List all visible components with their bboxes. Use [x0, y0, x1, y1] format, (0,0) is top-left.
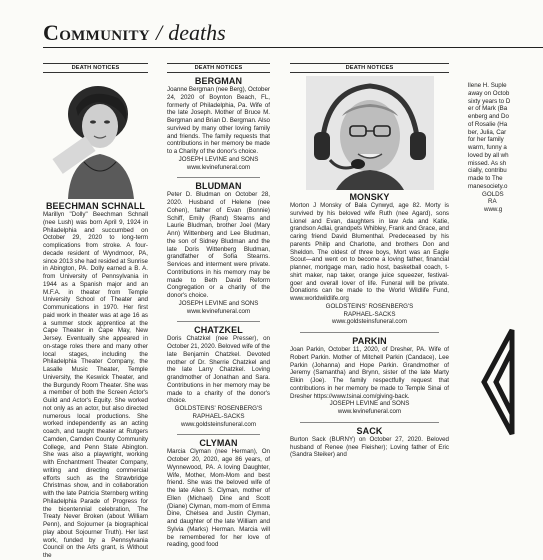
notice-name: CLYMAN [199, 438, 238, 449]
portrait-photo-schnall [48, 76, 144, 199]
notice-name: BERGMAN [194, 76, 243, 86]
funeral-website: www.levinefuneral.com [186, 163, 251, 171]
funeral-home: GOLDS [482, 190, 504, 198]
cutoff-notice-body: llene H. Suple away on Octob sixty years to D er of Mark (Ba enberg and Do of Rosalie (Ha ber, Julia, Car for her family warm, funny a loved by all wh missed. As sh cially, contribu made to The manesociety.o GOLDS RA www.g [468, 82, 528, 214]
notice-name: CHATZKEL [194, 325, 243, 336]
funeral-home: GOLDSTEINS' ROSENBERG'S [325, 302, 414, 310]
funeral-website: www.levinefuneral.com [186, 307, 251, 315]
notice-name: MONSKY [349, 192, 390, 202]
notice-name: PARKIN [352, 336, 387, 346]
column-heading: DEATH NOTICES [290, 63, 449, 73]
notice-body: Marcia Clyman (nee Herman), On October 20, 2020, age 86 years, of Wynnewood, PA. A loving Daughter, Wife, Mother, Mom-Mom and best friend. She was the beloved wife of the late Allen S. Clyman, mother of Ellen (Michael) Dine and Scott (Diane) Clyman, mom-mom of Emma Dine, Chelsea and Justin Clyman, and daughter of the late William and Sylvia (Marks) Herman. Marcia will be remembered for her love of reading, good food [167, 448, 270, 549]
column-heading: DEATH NOTICES [167, 63, 270, 73]
notice-body: Burton Sack (BURNY) on October 27, 2020. Beloved husband of Renee (nee Fleisher); Loving father of Eric (Sandra Steiker) and [290, 435, 449, 459]
column-1 [43, 63, 148, 559]
section-title [43, 20, 543, 48]
funeral-home-2: RAPHAEL-SACKS [343, 310, 396, 318]
funeral-home: JOSEPH LEVINE and SONS [178, 299, 259, 307]
funeral-website: www.goldsteinsfuneral.com [332, 318, 407, 326]
notice-body: Doris Chatzkel (nee Presser), on October 21, 2020. Beloved wife of the late Benjamin Chatzkel. Devoted mother of Dr. Sherrie Chatzkel and the late Larry Chatzkel. Loving grandmother of Jonathan and Sara. Contributions in her memory may be made to a charity of the donor's choice. [167, 335, 270, 405]
column-heading: DEATH NOTICES [43, 63, 148, 73]
notice-body: Joan Parkin, October 11, 2020, of Dresher, PA. Wife of Robert Parkin. Mother of Mitchell Parkin (Candace), Lee Parkin (Johanna) and Hope Parkin. Grandmother of Jeremy (Samantha) and Brynn, sister of the late Marty Elkin (Joe). The family respectfully request that contributions in her memory be made to Temple Sinai of Dresher https://www.tsinai.com/giving-back. [290, 346, 449, 400]
column-4-cutoff [468, 82, 512, 531]
notice-body: Joanne Bergman (nee Berg), October 24, 2020 of Boynton Beach, FL, formerly of Philadelphia, Pa. Wife of the late Joseph. Mother of Bruce M. Bergman and Brian D. Bergman. Also survived by many other loving family and friends. The family requests that contributions in her memory be made to a Charity of the donor's choice. [167, 86, 270, 155]
portrait-photo-monsky [306, 76, 434, 190]
notice-body: Morton J Monsky of Bala Cynwyd, age 82. Morty is survived by his beloved wife Ruth (nee Agard), sons Lionel and Evan, daughters in law Ada and Katie, grandson Adlai, grandpets Whibley, Frank and Grace, and caring friend David Blumenthal. Predeceased by his parents Philip and Charlotte, and brothers Don and Sheldon. The oldest of three boys, Mort was an Eagle Scout—and went on to become a loving father, financial planner, mortgage man, radio host, basketball coach, t-shirt maker, nap taker, orange juice squeezer, festival-goer and overall lover of life. Funeral will be private. Donations can be made to the World Wildlife Fund, www.worldwildlife.org [290, 202, 449, 302]
star-of-david-graphic [482, 320, 512, 440]
subsection-name: deaths [168, 20, 226, 45]
divider [300, 332, 439, 333]
section-name: Community [43, 20, 150, 45]
notice-name: SACK [356, 425, 383, 436]
funeral-home: GOLDSTEINS' ROSENBERG'S [174, 405, 263, 412]
column-3 [290, 63, 449, 512]
funeral-website: www.levinefuneral.com [337, 408, 402, 415]
divider [177, 434, 260, 435]
funeral-home-2: RAPHAEL-SACKS [192, 412, 245, 420]
divider [177, 177, 260, 178]
notice-name: BEECHMAN SCHNALL [45, 201, 146, 211]
column-2 [167, 63, 270, 549]
funeral-home: JOSEPH LEVINE and SONS [178, 155, 259, 163]
notice-body: Peter D. Bludman on October 28, 2020. Husband of Helene (nee Cohen), father of Evan (Bonnie) Schiff, Emily (Rand) Stearns and Laurie Bludman, brother Joel (Mary Ann) Wittenberg and Lee Bludman, the son of Sidney Bludman and the late Doris Wittenberg Bludman, grandfather of Sofia Stearns. Services and interment were private. Contributions in his memory may be made to Beth David Reform Congregation or a charity of the donor's choice. [167, 191, 270, 299]
funeral-home: JOSEPH LEVINE and SONS [329, 400, 410, 408]
funeral-home-2: RA [488, 198, 497, 206]
notice-name: BLUDMAN [195, 181, 242, 192]
funeral-website: www.g [484, 206, 503, 213]
divider [300, 422, 439, 423]
funeral-website: www.goldsteinsfuneral.com [181, 420, 256, 428]
notice-body: Marillyn "Dolly" Beechman Schnall (nee Lush) was born April 9, 1924 in Philadelphia and succumbed on October 29, 2020 to long-term complications from stroke. A four-decade resident of Wyndmoor, PA, since 2013 she had resided at Sunrise in Abington, PA. Dolly earned a B. A. from University of Pennsylvania in 1944 as a Spanish major and an M.F.A. in theater from Temple University School of Theater and Communications in 1970. Her first paid work in theater was at age 16 as a summer stock apprentice at the Cape Theater in Cape May, New Jersey. Eventually she appeared in on-stage roles there and many other local stages, including the Philadelphia Theater Company, the Lasalle Music Theater, Temple University, the Keswick Theater, and the Burgundy Room Theater. She was a member of both the Screen Actor's Guild and Actor's Equity. She worked not only as an actor, but also directed numerous local productions. She worked independently as an acting coach, and taught theater at Rutgers Camden, Camden County Community College, and Penn State Abington. She was also a playwright, working with Enchantment Theater Company, writing and directing commercial efforts such as the Strawbridge Christmas show, and in collaboration with the late Patricia Sternberg writing Philadelphia Parade of Progress for the bicentennial celebration, The Treaty Never Broken (about William Penn), and Sojourner (a biographical play about Sojourner Truth). Her last work, funded by a Pennsylvania Council on the Arts grant, is Without the [43, 211, 148, 559]
section-separator: / [156, 20, 163, 45]
divider [177, 321, 260, 322]
